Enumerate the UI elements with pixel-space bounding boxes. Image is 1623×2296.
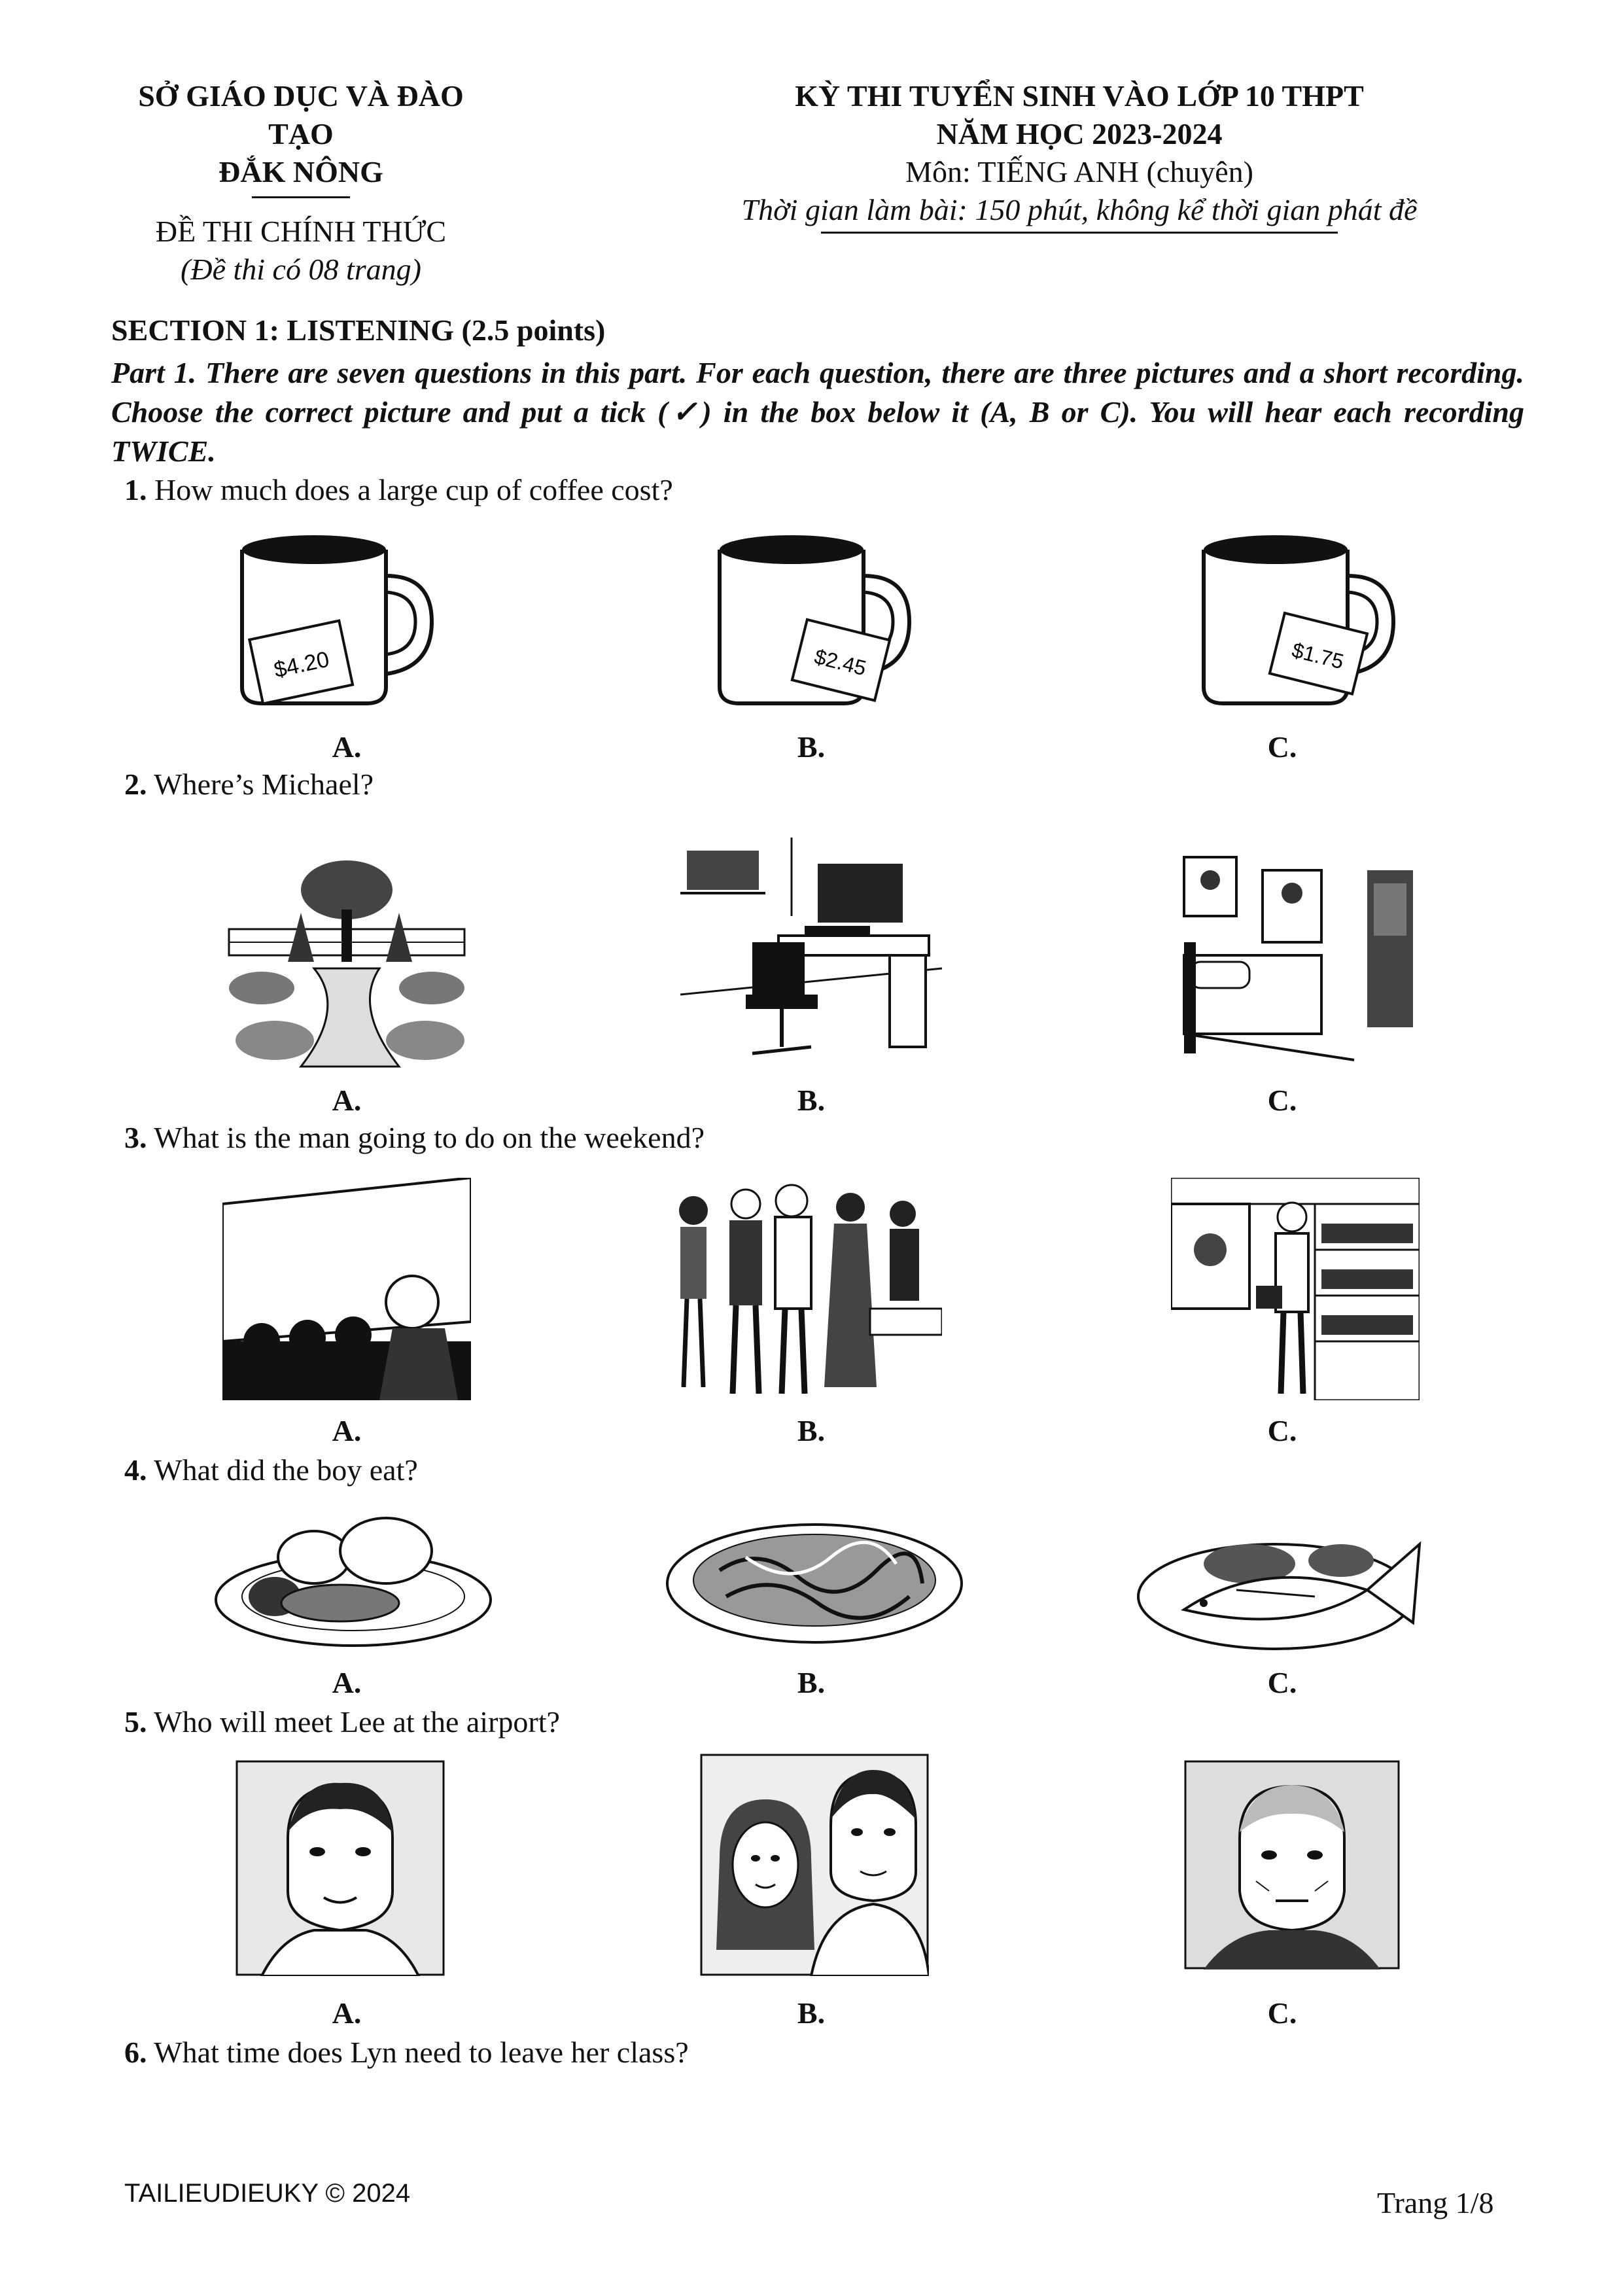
garden-image xyxy=(222,851,471,1073)
question-number: 3. xyxy=(124,1121,147,1154)
plate-fish-image xyxy=(1132,1498,1439,1655)
question-number: 5. xyxy=(124,1705,147,1739)
party-people-image xyxy=(654,1178,942,1400)
question-number: 4. xyxy=(124,1453,147,1487)
question-text: How much does a large cup of coffee cost? xyxy=(154,473,673,506)
price-tag-b: $2.45 xyxy=(812,645,869,680)
option-c-label[interactable]: C. xyxy=(1267,1084,1297,1117)
part-instructions: Part 1. There are seven questions in this part. For each question, there are three pictures and a short recording. Choose the correct picture and put a tick (✓) in the box below it (A, B or C). You will hear each recording TWICE. xyxy=(111,356,1524,468)
question-number: 1. xyxy=(124,473,147,506)
portrait-young-man-image xyxy=(236,1760,445,1976)
subject-line: Môn: TIẾNG ANH (chuyên) xyxy=(905,155,1253,188)
option-b-label[interactable]: B. xyxy=(797,1996,826,2030)
school-year: NĂM HỌC 2023-2024 xyxy=(936,117,1223,150)
page-number: Trang 1/8 xyxy=(1377,2186,1494,2219)
header-left xyxy=(111,77,491,289)
section-title: SECTION 1: LISTENING (2.5 points) xyxy=(111,313,606,347)
option-c-label[interactable]: C. xyxy=(1267,1666,1297,1699)
option-b-label[interactable]: B. xyxy=(797,1084,826,1117)
header-right xyxy=(687,77,1472,234)
question-text: What did the boy eat? xyxy=(154,1453,418,1487)
time-note: Thời gian làm bài: 150 phút, không kể thời gian phát đề xyxy=(741,193,1418,226)
option-c-label[interactable]: C. xyxy=(1267,730,1297,764)
question-text: Where’s Michael? xyxy=(154,768,374,801)
option-b-label[interactable]: B. xyxy=(797,730,826,764)
question-text: What time does Lyn need to leave her class? xyxy=(154,2036,689,2069)
option-c-label[interactable]: C. xyxy=(1267,1996,1297,2030)
coffee-mug-a-image xyxy=(216,523,464,720)
question-1 xyxy=(124,472,673,507)
education-department: SỞ GIÁO DỤC VÀ ĐÀO TẠO xyxy=(138,79,464,150)
option-c-label[interactable]: C. xyxy=(1267,1414,1297,1447)
option-b-label[interactable]: B. xyxy=(797,1414,826,1447)
header-right-divider xyxy=(821,232,1338,234)
bedroom-image xyxy=(1171,844,1420,1073)
question-6 xyxy=(124,2035,689,2070)
portrait-old-man-image xyxy=(1184,1760,1400,1969)
option-a-label[interactable]: A. xyxy=(332,1084,362,1117)
coffee-mug-c-image xyxy=(1178,523,1426,720)
option-b-label[interactable]: B. xyxy=(797,1666,826,1699)
price-tag-a: $4.20 xyxy=(271,646,332,683)
plate-pasta-image xyxy=(661,1505,968,1649)
question-2 xyxy=(124,767,374,802)
question-4 xyxy=(124,1453,418,1487)
cinema-image xyxy=(222,1178,471,1400)
study-room-image xyxy=(680,838,942,1073)
question-text: What is the man going to do on the weekend? xyxy=(154,1121,705,1154)
option-a-label[interactable]: A. xyxy=(332,1996,362,2030)
question-number: 6. xyxy=(124,2036,147,2069)
option-a-label[interactable]: A. xyxy=(332,1414,362,1447)
portrait-couple-image xyxy=(700,1754,929,1976)
footer-watermark: TAILIEUDIEUKY © 2024 xyxy=(124,2179,411,2208)
option-a-label[interactable]: A. xyxy=(332,1666,362,1699)
question-3 xyxy=(124,1120,705,1155)
option-a-label[interactable]: A. xyxy=(332,730,362,764)
exam-title: KỲ THI TUYỂN SINH VÀO LỚP 10 THPT xyxy=(795,79,1364,113)
price-tag-c: $1.75 xyxy=(1289,638,1346,674)
question-5 xyxy=(124,1704,560,1739)
question-text: Who will meet Lee at the airport? xyxy=(154,1705,560,1739)
province-name: ĐẮK NÔNG xyxy=(218,155,383,188)
official-exam-label: ĐỀ THI CHÍNH THỨC xyxy=(155,215,447,248)
page-count-note: (Đề thi có 08 trang) xyxy=(181,253,421,286)
header-left-divider xyxy=(252,196,350,198)
coffee-mug-b-image xyxy=(693,523,942,720)
grocery-store-image xyxy=(1171,1178,1420,1400)
plate-chicken-image xyxy=(209,1505,497,1655)
question-number: 2. xyxy=(124,768,147,801)
